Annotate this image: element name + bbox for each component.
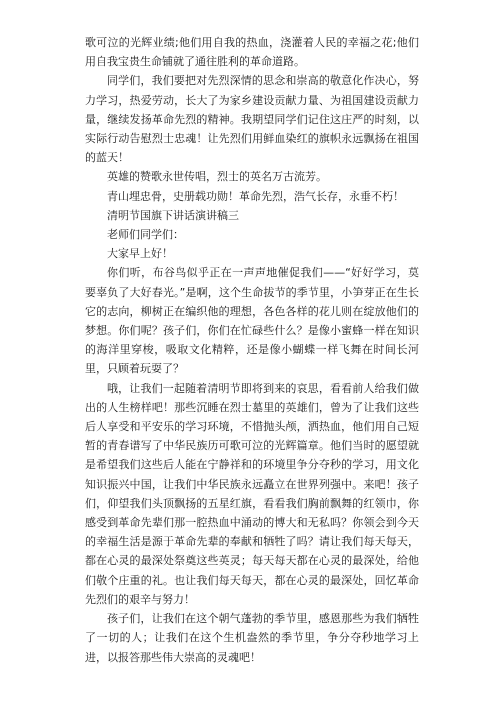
paragraph-students-resolve: 同学们，我们要把对先烈深情的思念和崇高的敬意化作决心，努力学习，热爱劳动，长大了为家乡建设贡献力量、为祖国建设贡献力量，继续发扬革命先烈的精神。我期望同学们记住这庄严的时刻，以实际行动告慰烈士忠魂！让先烈们用鲜血染红的旗帜永远飘扬在祖国的蓝天！ <box>85 74 419 165</box>
salutation: 老师们同学们： <box>107 228 184 242</box>
document-body <box>85 33 419 667</box>
paragraph-continued-martyrs: 歌可泣的光辉业绩;他们用自我的热血，浇灌着人民的幸福之花;他们用自我宝贵生命铺就了通往胜利的革命道路。 <box>85 36 419 69</box>
paragraph-cuckoo: 你们听，布谷鸟似乎正在一声声地催促我们——“好好学习，莫要辜负了大好春光。”是啊，这个生命拔节的季节里，小笋芽正在生长它的志向，柳树正在编织他的理想，各色各样的花儿则在绽放他们的梦想。你们呢？孩子们，你们在忙碌些什么？是像小蜜蜂一样在知识的海洋里穿梭，吸取文化精粹，还是像小蝴蝶一样飞舞在时间长河里，只顾着玩耍了？ <box>85 266 419 376</box>
greeting: 大家早上好！ <box>107 247 173 261</box>
paragraph-role-models: 哦，让我们一起随着清明节即将到来的哀思，看看前人给我们做出的人生榜样吧！那些沉睡在烈士墓里的英雄们，曾为了让我们这些后人享受和平安乐的学习环境，不惜抛头颅，洒热血，他们用自己短暂的青春谱写了中华民族历可歌可泣的光辉篇章。他们当时的愿望就是希望我们这些后人能在宁静祥和的环境里争分夺秒的学习，用文化知识振兴中国，让我们中华民族永远矗立在世界列强中。来吧！孩子们，仰望我们头顶飘扬的五星红旗，看看我们胸前飘舞的红领巾，你感受到革命先辈们那一腔热血中涌动的博大和无私吗？你领会到今天的幸福生活是源于革命先辈的奉献和牺牲了吗？请让我们每天每天，都在心灵的最深处祭奠这些英灵；每天每天都在心灵的最深处，给他们敬个庄重的礼。也让我们每天每天，都在心灵的最深处，回忆革命先烈们的艰辛与努力！ <box>85 381 419 606</box>
paragraph-hero-praise: 英雄的赞歌永世传唱，烈士的英名万古流芳。 <box>107 170 327 184</box>
paragraph-green-hills: 青山埋忠骨，史册载功勋！革命先烈，浩气长存，永垂不朽！ <box>107 189 404 203</box>
section-title: 清明节国旗下讲话演讲稿三 <box>107 208 239 222</box>
paragraph-closing: 孩子们，让我们在这个朝气蓬勃的季节里，感恩那些为我们牺牲了一切的人；让我们在这个生机盎然的季节里，争分夺秒地学习上进，以报答那些伟大崇高的灵魂吧！ <box>85 612 419 664</box>
